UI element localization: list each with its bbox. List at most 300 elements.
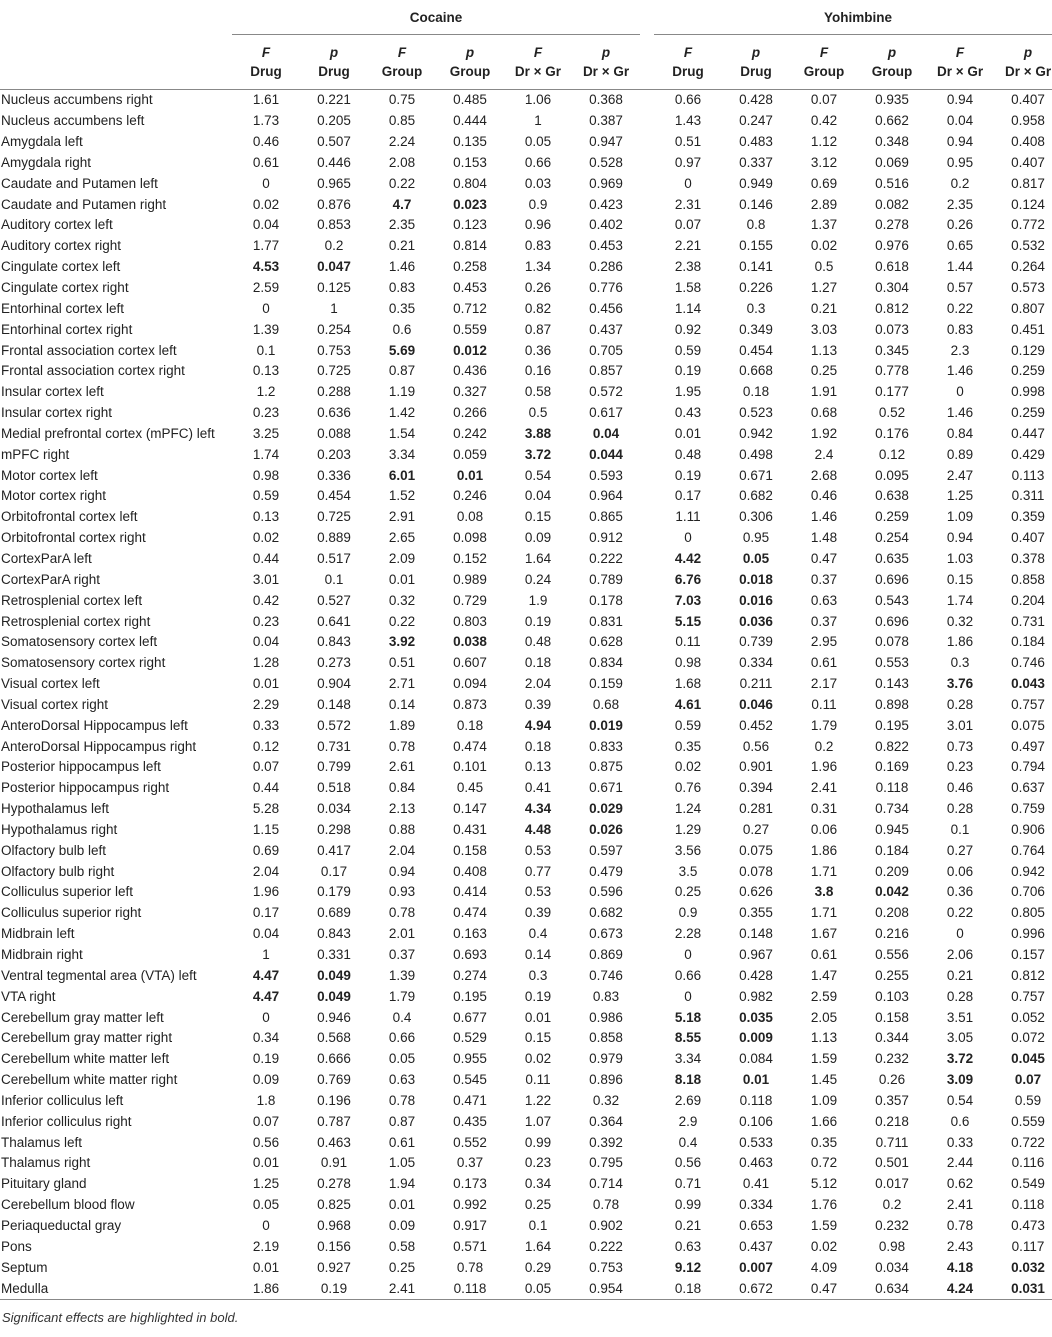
region-name: Pons bbox=[1, 1238, 32, 1254]
yohimbine-value-cell: 0.018 bbox=[739, 571, 773, 587]
yohimbine-value-cell: 1.13 bbox=[810, 1030, 838, 1046]
table-row bbox=[0, 1174, 1052, 1195]
yohimbine-value-cell: 0.045 bbox=[1011, 1051, 1045, 1067]
gap-cell bbox=[640, 1132, 654, 1153]
cocaine-value-cell: 1.89 bbox=[388, 717, 416, 733]
gap-cell bbox=[640, 173, 654, 194]
yohimbine-value-cell: 0.02 bbox=[810, 238, 838, 254]
cocaine-value-cell: 0.96 bbox=[524, 217, 552, 233]
cocaine-value-cell: 2.04 bbox=[252, 863, 280, 879]
cocaine-value-cell: 0.66 bbox=[388, 1030, 416, 1046]
cocaine-value-cell: 0.04 bbox=[252, 217, 280, 233]
cocaine-value-cell: 0.32 bbox=[388, 592, 416, 608]
cocaine-value-cell: 0.148 bbox=[317, 696, 351, 712]
yohimbine-value-cell: 2.47 bbox=[946, 467, 974, 483]
yohimbine-value-cell: 0.05 bbox=[742, 550, 770, 566]
cocaine-value-cell: 0.485 bbox=[453, 92, 487, 108]
cocaine-value-cell: 0.13 bbox=[252, 509, 280, 525]
column-header-yohimbine-4 bbox=[926, 35, 994, 90]
gap-cell bbox=[640, 965, 654, 986]
yohimbine-value-cell: 0.082 bbox=[875, 196, 909, 212]
yohimbine-value-cell: 0.155 bbox=[739, 238, 773, 254]
cocaine-value-cell: 0 bbox=[262, 1009, 270, 1025]
yohimbine-value-cell: 0.02 bbox=[674, 759, 702, 775]
cocaine-value-cell: 0.33 bbox=[252, 717, 280, 733]
cocaine-value-cell: 0.776 bbox=[589, 280, 623, 296]
cocaine-value-cell: 0.78 bbox=[456, 1259, 484, 1275]
yohimbine-value-cell: 0.148 bbox=[739, 926, 773, 942]
cocaine-value-cell: 0.78 bbox=[388, 1092, 416, 1108]
cocaine-value-cell: 0.42 bbox=[252, 592, 280, 608]
cocaine-value-cell: 0.789 bbox=[589, 571, 623, 587]
yohimbine-value-cell: 0.696 bbox=[875, 613, 909, 629]
yohimbine-value-cell: 0.034 bbox=[875, 1259, 909, 1275]
cocaine-value-cell: 0.593 bbox=[589, 467, 623, 483]
cocaine-value-cell: 0.641 bbox=[317, 613, 351, 629]
yohimbine-value-cell: 2.06 bbox=[946, 947, 974, 963]
cocaine-value-cell: 0.78 bbox=[592, 1197, 620, 1213]
yohimbine-value-cell: 0.63 bbox=[810, 592, 838, 608]
yohimbine-value-cell: 0.78 bbox=[946, 1217, 974, 1233]
region-name: Periaqueductal gray bbox=[1, 1217, 122, 1233]
cocaine-value-cell: 0.14 bbox=[388, 696, 416, 712]
yohimbine-value-cell: 0.259 bbox=[1011, 405, 1045, 421]
table-row bbox=[0, 882, 1052, 903]
yohimbine-value-cell: 0.18 bbox=[654, 1278, 722, 1299]
table-row bbox=[0, 1111, 1052, 1132]
yohimbine-value-cell: 0.731 bbox=[1011, 613, 1045, 629]
region-name: Inferior colliculus left bbox=[1, 1092, 124, 1108]
yohimbine-value-cell: 2.89 bbox=[810, 196, 838, 212]
cocaine-value-cell: 0.01 bbox=[388, 1197, 416, 1213]
yohimbine-value-cell: 7.03 bbox=[674, 592, 702, 608]
table-row bbox=[0, 736, 1052, 757]
cocaine-value-cell: 0.32 bbox=[592, 1092, 620, 1108]
yohimbine-value-cell: 2.95 bbox=[810, 634, 838, 650]
yohimbine-value-cell: 0.18 bbox=[742, 384, 770, 400]
cocaine-value-cell: 0.946 bbox=[317, 1009, 351, 1025]
column-header-name: Dr × Gr bbox=[1004, 64, 1052, 79]
yohimbine-value-cell: 0.501 bbox=[875, 1155, 909, 1171]
table-row bbox=[0, 965, 1052, 986]
yohimbine-value-cell: 1.92 bbox=[810, 425, 838, 441]
cocaine-value-cell: 0.964 bbox=[589, 488, 623, 504]
table-row bbox=[0, 799, 1052, 820]
cocaine-value-cell: 1.61 bbox=[252, 92, 280, 108]
region-name: Thalamus left bbox=[1, 1134, 83, 1150]
cocaine-value-cell: 0.04 bbox=[252, 634, 280, 650]
cocaine-value-cell: 0.203 bbox=[317, 446, 351, 462]
column-header-cocaine-0 bbox=[232, 35, 300, 90]
cocaine-value-cell: 0.48 bbox=[524, 634, 552, 650]
yohimbine-value-cell: 0.523 bbox=[739, 405, 773, 421]
yohimbine-value-cell: 0.407 bbox=[1011, 92, 1045, 108]
yohimbine-value-cell: 0.942 bbox=[739, 425, 773, 441]
yohimbine-value-cell: 0.59 bbox=[1014, 1092, 1042, 1108]
cocaine-value-cell: 0.09 bbox=[252, 1072, 280, 1088]
column-header-name: Drug bbox=[318, 64, 350, 79]
yohimbine-value-cell: 0.942 bbox=[1011, 863, 1045, 879]
yohimbine-value-cell: 1.27 bbox=[810, 280, 838, 296]
yohimbine-value-cell: 8.18 bbox=[674, 1072, 702, 1088]
cocaine-value-cell: 1.79 bbox=[388, 988, 416, 1004]
gap-cell bbox=[640, 111, 654, 132]
cocaine-value-cell: 1 bbox=[262, 947, 270, 963]
yohimbine-value-cell: 0.259 bbox=[1011, 363, 1045, 379]
cocaine-value-cell: 0.444 bbox=[453, 113, 487, 129]
cocaine-value-cell: 2.41 bbox=[368, 1278, 436, 1299]
yohimbine-value-cell: 0.794 bbox=[1011, 759, 1045, 775]
cocaine-value-cell: 0.666 bbox=[317, 1051, 351, 1067]
yohimbine-value-cell: 0.337 bbox=[739, 154, 773, 170]
yohimbine-value-cell: 0.073 bbox=[875, 321, 909, 337]
table-row bbox=[0, 278, 1052, 299]
yohimbine-value-cell: 0.304 bbox=[875, 280, 909, 296]
yohimbine-value-cell: 0.543 bbox=[875, 592, 909, 608]
cocaine-value-cell: 0.87 bbox=[388, 363, 416, 379]
yohimbine-value-cell: 0.734 bbox=[875, 801, 909, 817]
cocaine-value-cell: 1.2 bbox=[256, 384, 276, 400]
cocaine-value-cell: 0.414 bbox=[453, 884, 487, 900]
gap-cell bbox=[640, 1216, 654, 1237]
yohimbine-value-cell: 0.6 bbox=[950, 1113, 970, 1129]
yohimbine-value-cell: 0.626 bbox=[739, 884, 773, 900]
cocaine-value-cell: 0.53 bbox=[524, 842, 552, 858]
cocaine-value-cell: 0.597 bbox=[589, 842, 623, 858]
cocaine-value-cell: 0.01 bbox=[252, 676, 280, 692]
cocaine-value-cell: 1.19 bbox=[388, 384, 416, 400]
yohimbine-value-cell: 0.211 bbox=[739, 676, 773, 692]
cocaine-value-cell: 0.63 bbox=[388, 1072, 416, 1088]
region-name: Amygdala left bbox=[1, 134, 83, 150]
yohimbine-value-cell: 1.67 bbox=[810, 926, 838, 942]
cocaine-value-cell: 0.258 bbox=[453, 259, 487, 275]
cocaine-value-cell: 0.408 bbox=[453, 863, 487, 879]
cocaine-value-cell: 0.617 bbox=[589, 405, 623, 421]
cocaine-value-cell: 0.088 bbox=[317, 425, 351, 441]
yohimbine-value-cell: 0.473 bbox=[1011, 1217, 1045, 1233]
cocaine-value-cell: 0.44 bbox=[252, 550, 280, 566]
yohimbine-value-cell: 0.3 bbox=[950, 655, 970, 671]
yohimbine-value-cell: 1.71 bbox=[810, 905, 838, 921]
cocaine-value-cell: 0.947 bbox=[589, 134, 623, 150]
column-header-gap bbox=[640, 35, 654, 90]
cocaine-value-cell: 0.753 bbox=[317, 342, 351, 358]
cocaine-value-cell: 0.54 bbox=[524, 467, 552, 483]
yohimbine-value-cell: 0.118 bbox=[875, 780, 909, 796]
yohimbine-value-cell: 1.37 bbox=[810, 217, 838, 233]
yohimbine-value-cell: 0.408 bbox=[1011, 134, 1045, 150]
region-name: Pituitary gland bbox=[1, 1176, 87, 1192]
cocaine-value-cell: 0.159 bbox=[589, 676, 623, 692]
yohimbine-value-cell: 0.07 bbox=[810, 92, 838, 108]
yohimbine-value-cell: 0.817 bbox=[1011, 175, 1045, 191]
table-row bbox=[0, 653, 1052, 674]
cocaine-value-cell: 0.596 bbox=[589, 884, 623, 900]
cocaine-value-cell: 1.9 bbox=[528, 592, 548, 608]
table-row bbox=[0, 1070, 1052, 1091]
yohimbine-value-cell: 0.653 bbox=[739, 1217, 773, 1233]
cocaine-value-cell: 6.01 bbox=[388, 467, 416, 483]
yohimbine-value-cell: 2.05 bbox=[810, 1009, 838, 1025]
yohimbine-value-cell: 0.232 bbox=[875, 1051, 909, 1067]
yohimbine-value-cell: 0.21 bbox=[674, 1217, 702, 1233]
cocaine-value-cell: 0.77 bbox=[524, 863, 552, 879]
yohimbine-value-cell: 0.28 bbox=[946, 801, 974, 817]
yohimbine-value-cell: 0.672 bbox=[722, 1278, 790, 1299]
yohimbine-value-cell: 1.76 bbox=[810, 1197, 838, 1213]
region-name: AnteroDorsal Hippocampus left bbox=[1, 717, 188, 733]
cocaine-value-cell: 0.392 bbox=[589, 1134, 623, 1150]
yohimbine-value-cell: 0.778 bbox=[875, 363, 909, 379]
yohimbine-value-cell: 0.996 bbox=[1011, 926, 1045, 942]
cocaine-value-cell: 0.402 bbox=[589, 217, 623, 233]
cocaine-value-cell: 0 bbox=[262, 300, 270, 316]
yohimbine-value-cell: 2.9 bbox=[678, 1113, 698, 1129]
cocaine-value-cell: 0.454 bbox=[317, 488, 351, 504]
cocaine-value-cell: 0.51 bbox=[388, 655, 416, 671]
yohimbine-value-cell: 0.01 bbox=[742, 1072, 770, 1088]
yohimbine-value-cell: 0.812 bbox=[1011, 967, 1045, 983]
yohimbine-value-cell: 3.56 bbox=[674, 842, 702, 858]
yohimbine-value-cell: 0 bbox=[684, 530, 692, 546]
yohimbine-value-cell: 0.146 bbox=[739, 196, 773, 212]
yohimbine-value-cell: 1.68 bbox=[674, 676, 702, 692]
cocaine-value-cell: 0.327 bbox=[453, 384, 487, 400]
region-name: Insular cortex left bbox=[1, 384, 104, 400]
group-header-yohimbine: Yohimbine bbox=[654, 0, 1052, 35]
cocaine-value-cell: 0.99 bbox=[524, 1134, 552, 1150]
table-row bbox=[0, 1132, 1052, 1153]
region-name: Somatosensory cortex left bbox=[1, 634, 158, 650]
yohimbine-value-cell: 0.177 bbox=[875, 384, 909, 400]
cocaine-value-cell: 0.19 bbox=[300, 1278, 368, 1299]
yohimbine-value-cell: 0.017 bbox=[875, 1176, 909, 1192]
gap-cell bbox=[640, 674, 654, 695]
yohimbine-value-cell: 0.106 bbox=[739, 1113, 773, 1129]
yohimbine-value-cell: 0.48 bbox=[674, 446, 702, 462]
table-row bbox=[0, 986, 1052, 1007]
cocaine-value-cell: 0.17 bbox=[252, 905, 280, 921]
yohimbine-value-cell: 0.858 bbox=[1011, 571, 1045, 587]
yohimbine-value-cell: 0.59 bbox=[674, 717, 702, 733]
yohimbine-value-cell: 0.46 bbox=[810, 488, 838, 504]
cocaine-value-cell: 0.04 bbox=[252, 926, 280, 942]
gap-cell bbox=[640, 694, 654, 715]
yohimbine-value-cell: 0.07 bbox=[674, 217, 702, 233]
gap-cell bbox=[640, 1091, 654, 1112]
yohimbine-value-cell: 0.898 bbox=[875, 696, 909, 712]
cocaine-value-cell: 0.518 bbox=[317, 780, 351, 796]
cocaine-value-cell: 0.18 bbox=[456, 717, 484, 733]
yohimbine-value-cell: 0.046 bbox=[739, 696, 773, 712]
cocaine-value-cell: 0.559 bbox=[453, 321, 487, 337]
cocaine-value-cell: 0.26 bbox=[524, 280, 552, 296]
yohimbine-value-cell: 1.46 bbox=[810, 509, 838, 525]
region-name: Septum bbox=[1, 1259, 48, 1275]
yohimbine-value-cell: 0.447 bbox=[1011, 425, 1045, 441]
region-name: VTA right bbox=[1, 988, 56, 1004]
cocaine-value-cell: 0.992 bbox=[453, 1197, 487, 1213]
yohimbine-value-cell: 0.035 bbox=[739, 1009, 773, 1025]
cocaine-value-cell: 0.858 bbox=[589, 1030, 623, 1046]
region-name: Posterior hippocampus left bbox=[1, 759, 161, 775]
yohimbine-value-cell: 0.807 bbox=[1011, 300, 1045, 316]
cocaine-value-cell: 5.69 bbox=[388, 342, 416, 358]
yohimbine-value-cell: 0.901 bbox=[739, 759, 773, 775]
cocaine-value-cell: 0.35 bbox=[388, 300, 416, 316]
yohimbine-value-cell: 0.11 bbox=[811, 696, 837, 712]
yohimbine-value-cell: 0.075 bbox=[739, 842, 773, 858]
cocaine-value-cell: 0.787 bbox=[317, 1113, 351, 1129]
cocaine-value-cell: 2.71 bbox=[388, 676, 416, 692]
yohimbine-value-cell: 1.46 bbox=[946, 405, 974, 421]
column-header-name: Group bbox=[803, 64, 845, 79]
region-name: Hypothalamus left bbox=[1, 801, 110, 817]
cocaine-value-cell: 0.179 bbox=[317, 884, 351, 900]
cocaine-value-cell: 0.336 bbox=[317, 467, 351, 483]
cocaine-value-cell: 0.368 bbox=[589, 92, 623, 108]
table-row bbox=[0, 153, 1052, 174]
cocaine-value-cell: 0.834 bbox=[589, 655, 623, 671]
gap-cell bbox=[640, 1174, 654, 1195]
cocaine-value-cell: 0.3 bbox=[528, 967, 548, 983]
yohimbine-value-cell: 0.54 bbox=[946, 1092, 974, 1108]
cocaine-value-cell: 0.917 bbox=[453, 1217, 487, 1233]
cocaine-value-cell: 1.28 bbox=[252, 655, 280, 671]
yohimbine-value-cell: 2.31 bbox=[674, 196, 702, 212]
cocaine-value-cell: 0.24 bbox=[524, 571, 552, 587]
cocaine-value-cell: 0.37 bbox=[388, 947, 416, 963]
yohimbine-value-cell: 0.25 bbox=[674, 884, 702, 900]
table-row bbox=[0, 382, 1052, 403]
yohimbine-value-cell: 2.4 bbox=[814, 446, 834, 462]
yohimbine-value-cell: 0.498 bbox=[739, 446, 773, 462]
yohimbine-value-cell: 1.25 bbox=[946, 488, 974, 504]
table-row bbox=[0, 403, 1052, 424]
yohimbine-value-cell: 0.113 bbox=[1011, 467, 1045, 483]
cocaine-value-cell: 0.725 bbox=[317, 509, 351, 525]
yohimbine-value-cell: 0.92 bbox=[674, 321, 702, 337]
column-header-yohimbine-1 bbox=[722, 35, 790, 90]
cocaine-value-cell: 0.87 bbox=[524, 321, 552, 337]
cocaine-value-cell: 0 bbox=[262, 175, 270, 191]
cocaine-value-cell: 0.831 bbox=[589, 613, 623, 629]
yohimbine-value-cell: 0.28 bbox=[946, 696, 974, 712]
yohimbine-value-cell: 0.573 bbox=[1011, 280, 1045, 296]
table-row bbox=[0, 319, 1052, 340]
cocaine-value-cell: 0.46 bbox=[252, 134, 280, 150]
column-header-name: Dr × Gr bbox=[582, 64, 630, 79]
cocaine-value-cell: 0.527 bbox=[317, 592, 351, 608]
yohimbine-value-cell: 0.976 bbox=[875, 238, 909, 254]
cocaine-value-cell: 0.019 bbox=[589, 717, 623, 733]
region-name: Hypothalamus right bbox=[1, 821, 118, 837]
cocaine-value-cell: 0.2 bbox=[324, 238, 344, 254]
yohimbine-value-cell: 0.812 bbox=[875, 300, 909, 316]
column-header-symbol: F bbox=[955, 45, 965, 60]
yohimbine-value-cell: 0.072 bbox=[1011, 1030, 1045, 1046]
gap-cell bbox=[640, 1028, 654, 1049]
gap-cell bbox=[640, 715, 654, 736]
cocaine-value-cell: 2.91 bbox=[388, 509, 416, 525]
gap-cell bbox=[640, 444, 654, 465]
cocaine-value-cell: 0.19 bbox=[524, 613, 552, 629]
yohimbine-value-cell: 0.02 bbox=[810, 1238, 838, 1254]
yohimbine-value-cell: 0.97 bbox=[674, 154, 702, 170]
region-name: Caudate and Putamen left bbox=[1, 175, 158, 191]
yohimbine-value-cell: 1.09 bbox=[946, 509, 974, 525]
cocaine-value-cell: 0.417 bbox=[317, 842, 351, 858]
column-header-name: Group bbox=[381, 64, 423, 79]
column-header-symbol: F bbox=[533, 45, 543, 60]
cocaine-value-cell: 0.954 bbox=[572, 1278, 640, 1299]
yohimbine-value-cell: 0.27 bbox=[946, 842, 974, 858]
cocaine-value-cell: 0.479 bbox=[589, 863, 623, 879]
yohimbine-value-cell: 3.12 bbox=[810, 154, 838, 170]
group-header-row bbox=[0, 0, 1052, 35]
table-body bbox=[0, 90, 1052, 1300]
yohimbine-value-cell: 0.095 bbox=[875, 467, 909, 483]
yohimbine-value-cell: 0.216 bbox=[875, 926, 909, 942]
region-name: Nucleus accumbens right bbox=[1, 92, 153, 108]
cocaine-value-cell: 0.07 bbox=[252, 759, 280, 775]
column-header-row bbox=[0, 35, 1052, 90]
cocaine-value-cell: 0.61 bbox=[388, 1134, 416, 1150]
cocaine-value-cell: 0.04 bbox=[592, 425, 620, 441]
cocaine-value-cell: 0.03 bbox=[524, 175, 552, 191]
yohimbine-value-cell: 0.958 bbox=[1011, 113, 1045, 129]
cocaine-value-cell: 0.636 bbox=[317, 405, 351, 421]
cocaine-value-cell: 0.118 bbox=[436, 1278, 504, 1299]
yohimbine-value-cell: 0.2 bbox=[882, 1197, 902, 1213]
cocaine-value-cell: 0.205 bbox=[317, 113, 351, 129]
table-row bbox=[0, 549, 1052, 570]
yohimbine-value-cell: 5.12 bbox=[810, 1176, 838, 1192]
cocaine-value-cell: 0.572 bbox=[589, 384, 623, 400]
region-name: Midbrain left bbox=[1, 926, 75, 942]
gap-cell bbox=[640, 632, 654, 653]
yohimbine-value-cell: 0.12 bbox=[878, 446, 906, 462]
cocaine-value-cell: 1.07 bbox=[524, 1113, 552, 1129]
cocaine-value-cell: 0.01 bbox=[388, 571, 416, 587]
cocaine-value-cell: 0.83 bbox=[592, 988, 620, 1004]
gap-cell bbox=[640, 507, 654, 528]
yohimbine-value-cell: 0.21 bbox=[810, 300, 838, 316]
cocaine-value-cell: 0.83 bbox=[388, 280, 416, 296]
table-row bbox=[0, 945, 1052, 966]
yohimbine-value-cell: 0.451 bbox=[1011, 321, 1045, 337]
yohimbine-value-cell: 0.452 bbox=[739, 717, 773, 733]
cocaine-value-cell: 0.135 bbox=[453, 134, 487, 150]
yohimbine-value-cell: 0.94 bbox=[946, 134, 974, 150]
table-row bbox=[0, 486, 1052, 507]
cocaine-value-cell: 0.729 bbox=[453, 592, 487, 608]
yohimbine-value-cell: 0.662 bbox=[875, 113, 909, 129]
cocaine-value-cell: 0.969 bbox=[589, 175, 623, 191]
yohimbine-value-cell: 5.15 bbox=[674, 613, 702, 629]
table-row bbox=[0, 298, 1052, 319]
table-row bbox=[0, 194, 1052, 215]
yohimbine-value-cell: 1.66 bbox=[810, 1113, 838, 1129]
yohimbine-value-cell: 3.03 bbox=[810, 321, 838, 337]
cocaine-value-cell: 0.78 bbox=[388, 738, 416, 754]
cocaine-value-cell: 0.677 bbox=[453, 1009, 487, 1025]
table-row bbox=[0, 611, 1052, 632]
cocaine-value-cell: 0.15 bbox=[524, 509, 552, 525]
yohimbine-value-cell: 0.103 bbox=[875, 988, 909, 1004]
cocaine-value-cell: 0.912 bbox=[589, 530, 623, 546]
